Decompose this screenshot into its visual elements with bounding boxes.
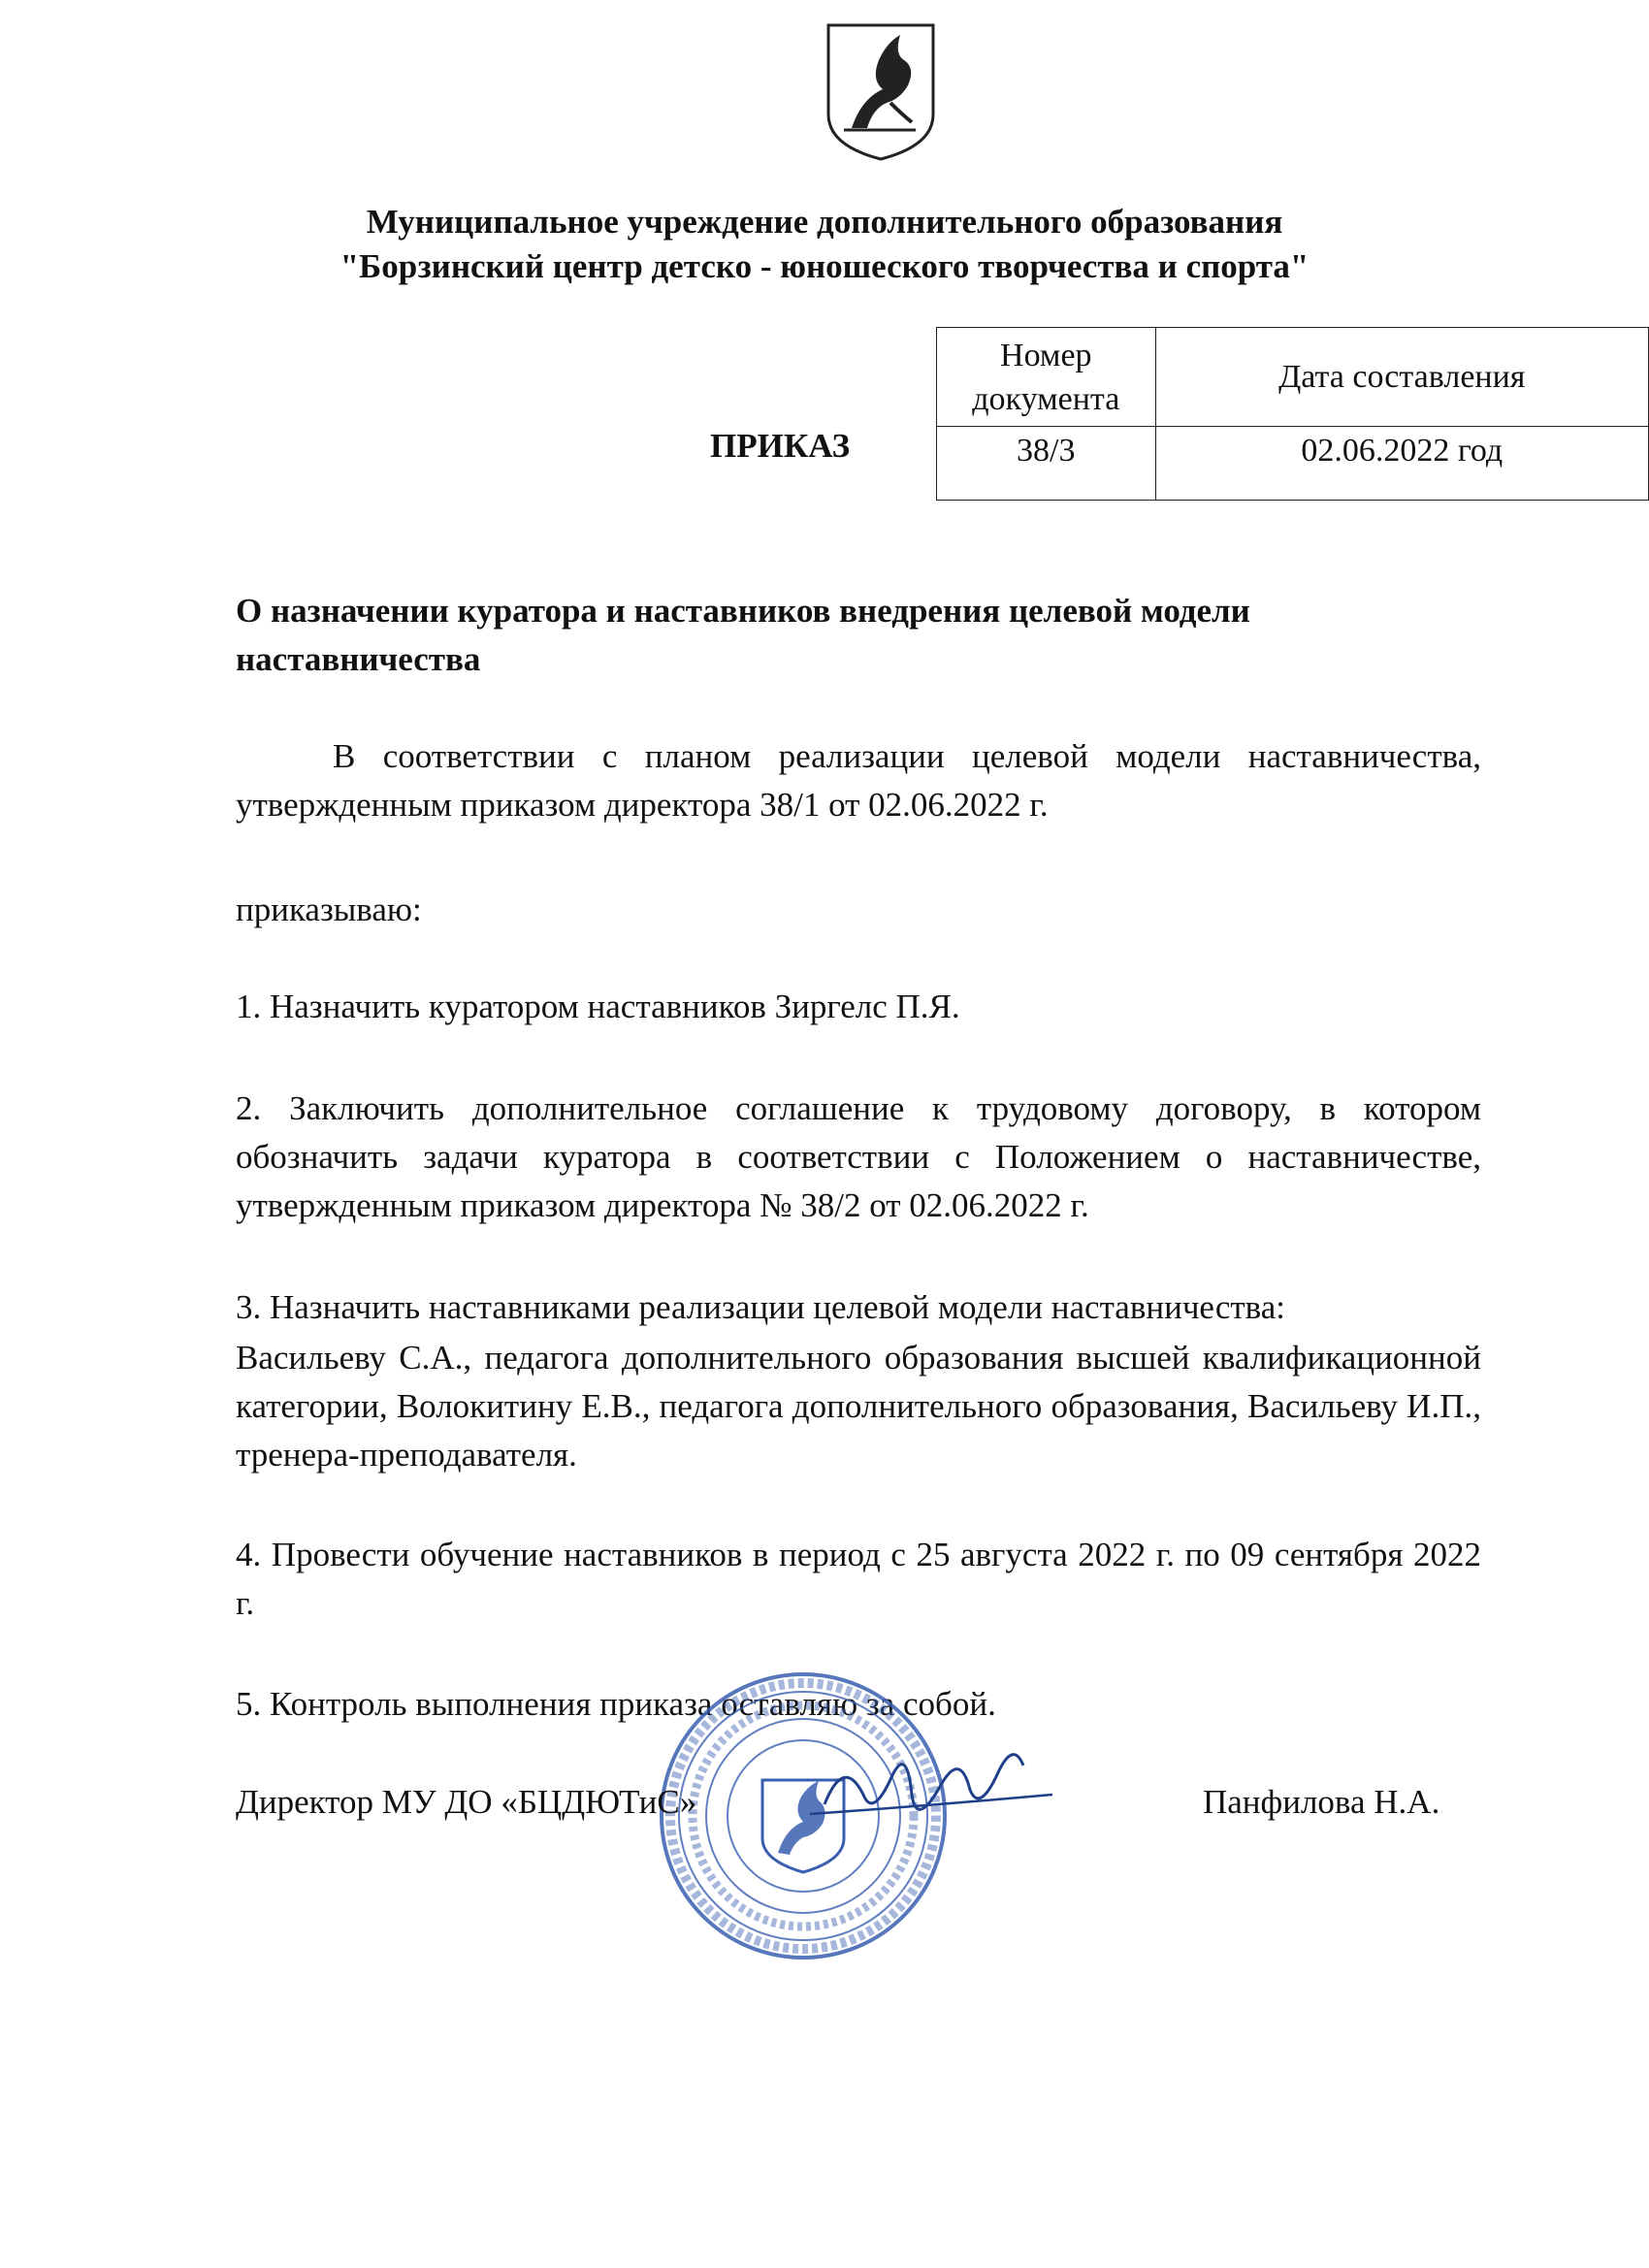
coat-of-arms-icon (823, 21, 939, 163)
org-name-line2: "Борзинский центр детско - юношеского творчества и спорта" (340, 247, 1310, 285)
signatory-position: Директор МУ ДО «БЦДЮТиС» (236, 1783, 697, 1821)
org-name-line1: Муниципальное учреждение дополнительного образования (366, 203, 1283, 241)
doc-date-header: Дата составления (1155, 328, 1648, 427)
order-item-2: 2. Заключить дополнительное соглашение к трудовому договору, в котором обозначить задачи куратора в соответствии с Положением о наставничестве, утвержденным приказом директора № 38/2 от 02.06.2022 г. (236, 1089, 1481, 1224)
doc-date-value: 02.06.2022 год (1155, 427, 1648, 501)
signatory-name: Панфилова Н.А. (1203, 1783, 1440, 1821)
order-subject: О назначении куратора и наставников внедрения целевой модели наставничества (236, 592, 1250, 678)
order-item-3-details: Васильеву С.А., педагога дополнительного образования высшей квалификационной категории, Волокитину Е.В., педагога дополнительного образования, Васильеву И.П., тренера-преподавателя. (236, 1339, 1481, 1474)
order-title: ПРИКАЗ (710, 427, 851, 465)
order-item-3-heading: 3. Назначить наставниками реализации целевой модели наставничества: (236, 1288, 1285, 1326)
order-item-5: 5. Контроль выполнения приказа оставляю за собой. (236, 1685, 996, 1723)
order-item-4: 4. Провести обучение наставников в период с 25 августа 2022 г. по 09 сентября 2022 г. (236, 1536, 1481, 1622)
intro-paragraph: В соответствии с планом реализации целевой модели наставничества, утвержденным приказом директора 38/1 от 02.06.2022 г. (236, 737, 1481, 824)
order-word: приказываю: (236, 891, 422, 928)
document-meta-table (936, 327, 1649, 501)
order-item-1: 1. Назначить куратором наставников Зиргелс П.Я. (236, 988, 960, 1025)
doc-number-value: 38/3 (937, 427, 1156, 501)
organization-header (0, 200, 1649, 289)
handwritten-signature-icon (805, 1736, 1057, 1853)
doc-number-header: Номер документа (937, 328, 1156, 427)
